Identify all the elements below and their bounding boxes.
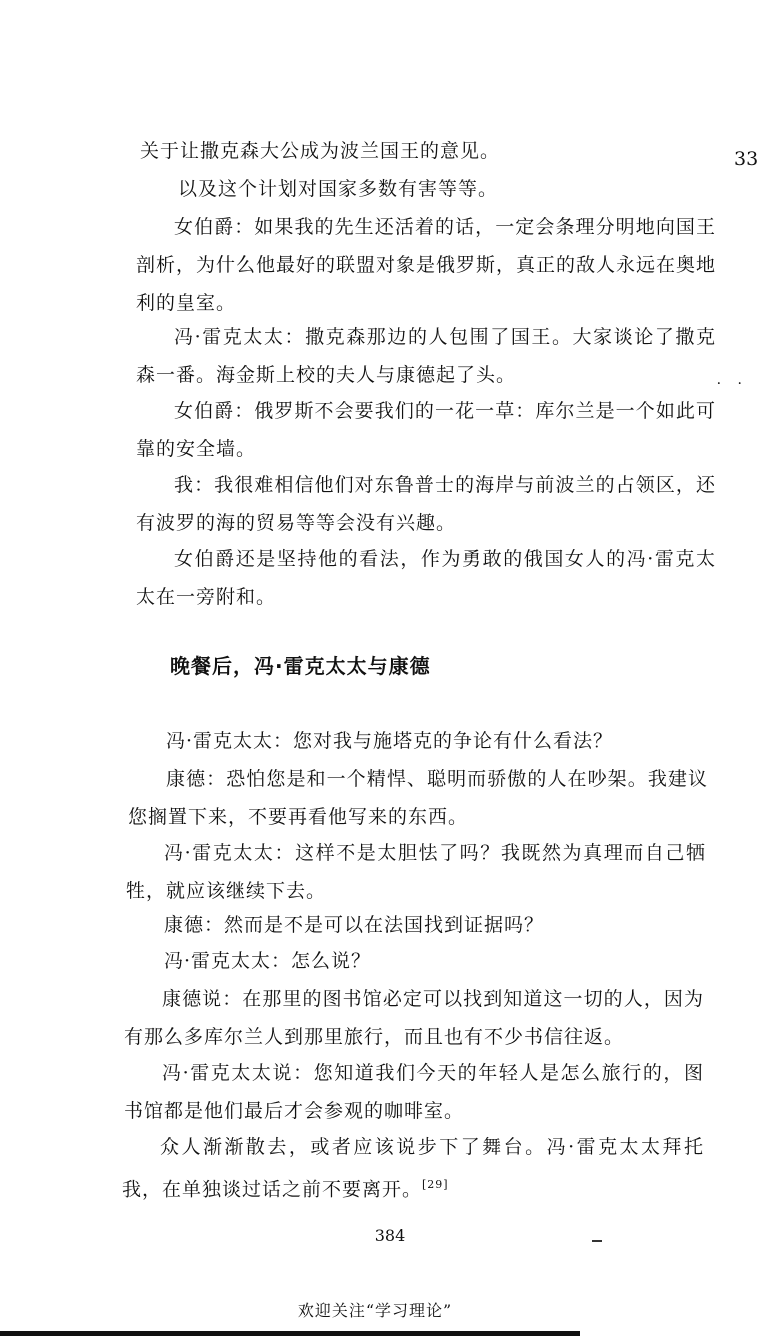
paragraph-14: 冯·雷克太太说：您知道我们今天的年轻人是怎么旅行的，图书馆都是他们最后才会参观的咖啡室。 — [124, 1062, 704, 1122]
scan-specks: · · — [716, 376, 748, 392]
paragraph-6: 我：我很难相信他们对东鲁普士的海岸与前波兰的占领区，还有波罗的海的贸易等等会没有兴趣。 — [136, 474, 716, 534]
paragraph-15-text: 众人渐渐散去，或者应该说步下了舞台。冯·雷克太太拜托我，在单独谈过话之前不要离开。 — [122, 1136, 704, 1201]
paragraph-4: 冯·雷克太太：撒克森那边的人包围了国王。大家谈论了撒克森一番。海金斯上校的夫人与康德起了头。 — [136, 326, 716, 386]
paragraph-12: 冯·雷克太太：怎么说？ — [164, 950, 372, 972]
bottom-scan-rule — [0, 1331, 580, 1336]
paragraph-3: 女伯爵：如果我的先生还活着的话，一定会条理分明地向国王剖析，为什么他最好的联盟对象是俄罗斯，真正的敌人永远在奥地利的皇室。 — [136, 216, 717, 314]
paragraph-8: 冯·雷克太太：您对我与施塔克的争论有什么看法？ — [166, 730, 614, 752]
page-number: 384 — [374, 1226, 406, 1245]
margin-page-number: 33 — [734, 148, 759, 170]
scan-dash — [592, 1240, 602, 1242]
paragraph-5: 女伯爵：俄罗斯不会要我们的一花一草：库尔兰是一个如此可靠的安全墙。 — [136, 400, 716, 460]
paragraph-10: 冯·雷克太太：这样不是太胆怯了吗？我既然为真理而自己牺牲，就应该继续下去。 — [126, 842, 706, 902]
paragraph-2: 以及这个计划对国家多数有害等等。 — [178, 178, 499, 200]
paragraph-15 — [122, 1128, 704, 1208]
footnote-marker: [29] — [422, 1178, 449, 1191]
section-heading: 晚餐后，冯·雷克太太与康德 — [170, 654, 431, 678]
paragraph-13: 康德说：在那里的图书馆必定可以找到知道这一切的人，因为有那么多库尔兰人到那里旅行，而且也有不少书信往返。 — [124, 988, 704, 1048]
paragraph-7: 女伯爵还是坚持他的看法，作为勇敢的俄国女人的冯·雷克太太在一旁附和。 — [136, 548, 716, 608]
paragraph-1: 关于让撒克森大公成为波兰国王的意见。 — [140, 140, 501, 162]
paragraph-9: 康德：恐怕您是和一个精悍、聪明而骄傲的人在吵架。我建议您搁置下来，不要再看他写来的东西。 — [128, 768, 708, 828]
footer-watermark: 欢迎关注“学习理论” — [297, 1301, 453, 1320]
paragraph-11: 康德：然而是不是可以在法国找到证据吗？ — [164, 914, 545, 936]
